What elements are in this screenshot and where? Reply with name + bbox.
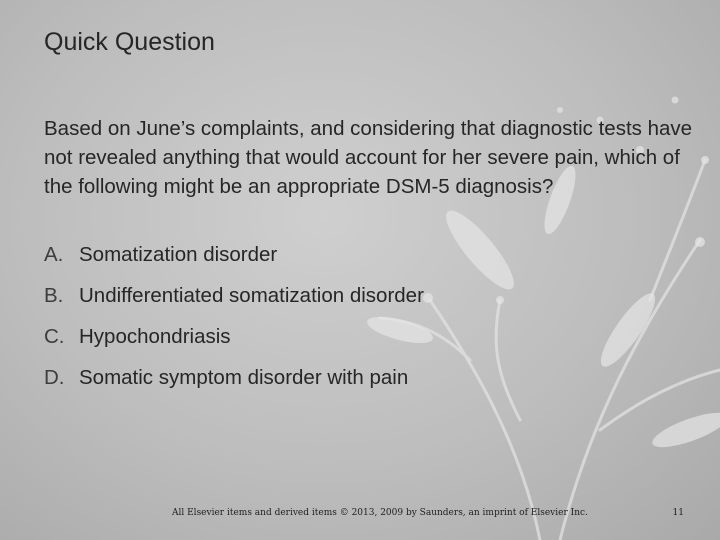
option-text: Hypochondriasis — [79, 325, 231, 348]
option-letter: A. — [44, 243, 64, 266]
option-a — [44, 240, 424, 281]
option-letter: C. — [44, 325, 65, 348]
option-letter: B. — [44, 284, 64, 307]
option-text: Somatic symptom disorder with pain — [79, 366, 409, 389]
option-text: Undifferentiated somatization disorder — [79, 284, 424, 307]
answer-options — [44, 240, 424, 404]
option-text: Somatization disorder — [79, 243, 278, 266]
slide-title: Quick Question — [44, 28, 215, 56]
option-b — [44, 281, 424, 322]
question-text: Based on June’s complaints, and considering that diagnostic tests have not revealed anything that would account for her severe pain, which of the following might be an appropriate DSM-5 diagnosis? — [44, 117, 693, 198]
copyright-footer: All Elsevier items and derived items © 2013, 2009 by Saunders, an imprint of Elsevier Inc. — [172, 508, 588, 518]
option-c — [44, 322, 424, 363]
option-d — [44, 363, 424, 404]
option-letter: D. — [44, 366, 65, 389]
slide-number: 11 — [672, 508, 684, 518]
